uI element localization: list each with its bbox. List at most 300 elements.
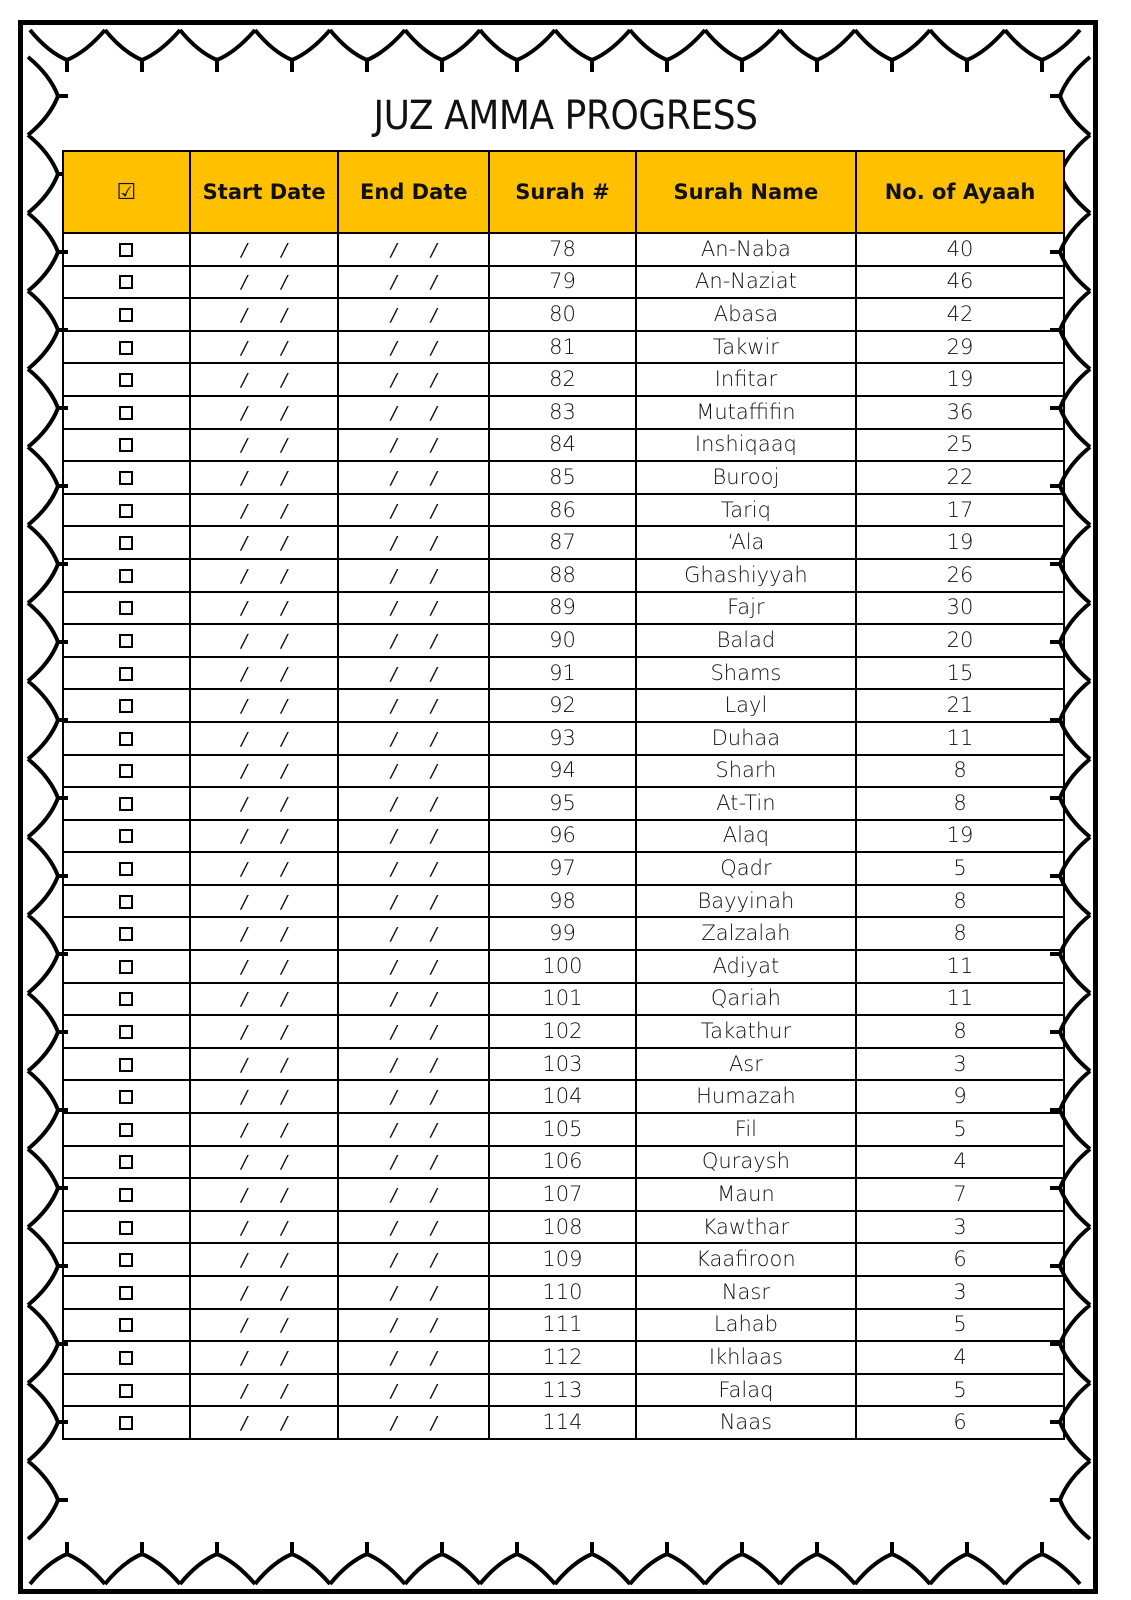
checkbox-unchecked-icon[interactable]: [119, 1123, 133, 1137]
start-date-field[interactable]: / /: [190, 592, 339, 625]
surah-number: 85: [489, 461, 636, 494]
surah-name: Burooj: [636, 461, 856, 494]
checkbox-unchecked-icon[interactable]: [119, 732, 133, 746]
ayaah-count: 40: [856, 233, 1064, 266]
start-date-field[interactable]: / /: [190, 1374, 339, 1407]
checkbox-unchecked-icon[interactable]: [119, 1025, 133, 1039]
table-row: [63, 494, 1064, 527]
surah-number: 110: [489, 1276, 636, 1309]
start-date-field[interactable]: / /: [190, 1211, 339, 1244]
surah-number: 114: [489, 1406, 636, 1439]
ayaah-count: 8: [856, 755, 1064, 788]
surah-number: 90: [489, 624, 636, 657]
checkbox-unchecked-icon[interactable]: [119, 601, 133, 615]
surah-number: 91: [489, 657, 636, 690]
ayaah-count: 5: [856, 852, 1064, 885]
start-date-field[interactable]: / /: [190, 755, 339, 788]
start-date-field[interactable]: / /: [190, 1015, 339, 1048]
ayaah-count: 7: [856, 1178, 1064, 1211]
header-surah-number: Surah #: [489, 151, 636, 233]
table-row: [63, 298, 1064, 331]
end-date-field[interactable]: / /: [338, 494, 489, 527]
surah-name: Bayyinah: [636, 885, 856, 918]
checkbox-unchecked-icon[interactable]: [119, 1188, 133, 1202]
header-start-date: Start Date: [190, 151, 339, 233]
start-date-field[interactable]: / /: [190, 266, 339, 299]
done-checkbox[interactable]: [63, 266, 190, 299]
table-row: [63, 1048, 1064, 1081]
surah-name: Ikhlaas: [636, 1341, 856, 1374]
done-checkbox[interactable]: [63, 298, 190, 331]
surah-number: 108: [489, 1211, 636, 1244]
start-date-field[interactable]: / /: [190, 526, 339, 559]
checkbox-unchecked-icon[interactable]: [119, 927, 133, 941]
end-date-field[interactable]: / /: [338, 624, 489, 657]
start-date-field[interactable]: / /: [190, 787, 339, 820]
checkbox-unchecked-icon[interactable]: [119, 960, 133, 974]
end-date-field[interactable]: / /: [338, 885, 489, 918]
ayaah-count: 3: [856, 1048, 1064, 1081]
table-row: [63, 1211, 1064, 1244]
start-date-field[interactable]: / /: [190, 820, 339, 853]
table-row: [63, 1406, 1064, 1439]
start-date-field[interactable]: / /: [190, 429, 339, 462]
start-date-field[interactable]: / /: [190, 1309, 339, 1342]
table-row: [63, 852, 1064, 885]
surah-name: Falaq: [636, 1374, 856, 1407]
ayaah-count: 17: [856, 494, 1064, 527]
end-date-field[interactable]: / /: [338, 1211, 489, 1244]
ayaah-count: 4: [856, 1146, 1064, 1179]
checkbox-unchecked-icon[interactable]: [119, 1318, 133, 1332]
end-date-field[interactable]: / /: [338, 1243, 489, 1276]
done-checkbox[interactable]: [63, 917, 190, 950]
end-date-field[interactable]: / /: [338, 1015, 489, 1048]
end-date-field[interactable]: / /: [338, 1178, 489, 1211]
end-date-field[interactable]: / /: [338, 820, 489, 853]
checkbox-unchecked-icon[interactable]: [119, 862, 133, 876]
done-checkbox[interactable]: [63, 852, 190, 885]
table-row: [63, 722, 1064, 755]
checkbox-unchecked-icon[interactable]: [119, 275, 133, 289]
checkbox-unchecked-icon[interactable]: [119, 1286, 133, 1300]
end-date-field[interactable]: / /: [338, 1080, 489, 1113]
start-date-field[interactable]: / /: [190, 885, 339, 918]
surah-number: 104: [489, 1080, 636, 1113]
table-row: [63, 592, 1064, 625]
end-date-field[interactable]: / /: [338, 917, 489, 950]
table-row: [63, 950, 1064, 983]
ayaah-count: 11: [856, 950, 1064, 983]
checkbox-unchecked-icon[interactable]: [119, 1416, 133, 1430]
end-date-field[interactable]: / /: [338, 950, 489, 983]
done-checkbox[interactable]: [63, 1113, 190, 1146]
header-surah-name: Surah Name: [636, 151, 856, 233]
checkbox-unchecked-icon[interactable]: [119, 471, 133, 485]
done-checkbox[interactable]: [63, 1406, 190, 1439]
table-row: [63, 233, 1064, 266]
surah-name: Abasa: [636, 298, 856, 331]
surah-name: Fajr: [636, 592, 856, 625]
end-date-field[interactable]: / /: [338, 1341, 489, 1374]
checkbox-unchecked-icon[interactable]: [119, 1384, 133, 1398]
end-date-field[interactable]: / /: [338, 1146, 489, 1179]
table-row: [63, 689, 1064, 722]
ayaah-count: 5: [856, 1309, 1064, 1342]
ayaah-count: 8: [856, 787, 1064, 820]
checkbox-unchecked-icon[interactable]: [119, 373, 133, 387]
table-row: [63, 1080, 1064, 1113]
end-date-field[interactable]: / /: [338, 461, 489, 494]
checkbox-unchecked-icon[interactable]: [119, 634, 133, 648]
done-checkbox[interactable]: [63, 429, 190, 462]
end-date-field[interactable]: / /: [338, 331, 489, 364]
surah-name: Kawthar: [636, 1211, 856, 1244]
done-checkbox[interactable]: [63, 657, 190, 690]
done-checkbox[interactable]: [63, 755, 190, 788]
ayaah-count: 36: [856, 396, 1064, 429]
checkbox-unchecked-icon[interactable]: [119, 1090, 133, 1104]
surah-name: Nasr: [636, 1276, 856, 1309]
surah-number: 82: [489, 363, 636, 396]
surah-name: Qadr: [636, 852, 856, 885]
checkbox-unchecked-icon[interactable]: [119, 829, 133, 843]
checkbox-unchecked-icon[interactable]: [119, 1221, 133, 1235]
surah-number: 87: [489, 526, 636, 559]
done-checkbox[interactable]: [63, 1080, 190, 1113]
checkbox-unchecked-icon[interactable]: [119, 1155, 133, 1169]
ayaah-count: 6: [856, 1243, 1064, 1276]
done-checkbox[interactable]: [63, 233, 190, 266]
start-date-field[interactable]: / /: [190, 298, 339, 331]
checkbox-unchecked-icon[interactable]: [119, 797, 133, 811]
end-date-field[interactable]: / /: [338, 1309, 489, 1342]
ayaah-count: 8: [856, 917, 1064, 950]
start-date-field[interactable]: / /: [190, 657, 339, 690]
surah-number: 103: [489, 1048, 636, 1081]
surah-name: Shams: [636, 657, 856, 690]
checkbox-unchecked-icon[interactable]: [119, 536, 133, 550]
ayaah-count: 3: [856, 1276, 1064, 1309]
checkbox-unchecked-icon[interactable]: [119, 764, 133, 778]
start-date-field[interactable]: / /: [190, 1113, 339, 1146]
end-date-field[interactable]: / /: [338, 266, 489, 299]
surah-number: 96: [489, 820, 636, 853]
surah-number: 95: [489, 787, 636, 820]
surah-name: At-Tin: [636, 787, 856, 820]
start-date-field[interactable]: / /: [190, 494, 339, 527]
table-row: [63, 885, 1064, 918]
surah-number: 80: [489, 298, 636, 331]
surah-number: 106: [489, 1146, 636, 1179]
table-row: [63, 1146, 1064, 1179]
ayaah-count: 6: [856, 1406, 1064, 1439]
surah-name: An-Naba: [636, 233, 856, 266]
start-date-field[interactable]: / /: [190, 396, 339, 429]
surah-number: 109: [489, 1243, 636, 1276]
ayaah-count: 26: [856, 559, 1064, 592]
ayaah-count: 19: [856, 820, 1064, 853]
surah-number: 78: [489, 233, 636, 266]
ayaah-count: 15: [856, 657, 1064, 690]
start-date-field[interactable]: / /: [190, 1080, 339, 1113]
header-ayaah-count: No. of Ayaah: [856, 151, 1064, 233]
done-checkbox[interactable]: [63, 1211, 190, 1244]
surah-number: 81: [489, 331, 636, 364]
done-checkbox[interactable]: [63, 559, 190, 592]
table-row: [63, 266, 1064, 299]
surah-number: 88: [489, 559, 636, 592]
ayaah-count: 42: [856, 298, 1064, 331]
surah-number: 92: [489, 689, 636, 722]
table-row: [63, 624, 1064, 657]
table-row: [63, 917, 1064, 950]
surah-name: Layl: [636, 689, 856, 722]
start-date-field[interactable]: / /: [190, 461, 339, 494]
surah-name: Sharh: [636, 755, 856, 788]
ayaah-count: 19: [856, 363, 1064, 396]
checkbox-unchecked-icon[interactable]: [119, 243, 133, 257]
end-date-field[interactable]: / /: [338, 559, 489, 592]
surah-name: Zalzalah: [636, 917, 856, 950]
surah-number: 84: [489, 429, 636, 462]
surah-name: Maun: [636, 1178, 856, 1211]
surah-number: 97: [489, 852, 636, 885]
ayaah-count: 5: [856, 1374, 1064, 1407]
done-checkbox[interactable]: [63, 592, 190, 625]
surah-number: 83: [489, 396, 636, 429]
surah-name: Ghashiyyah: [636, 559, 856, 592]
end-date-field[interactable]: / /: [338, 429, 489, 462]
start-date-field[interactable]: / /: [190, 1276, 339, 1309]
table-row: [63, 1276, 1064, 1309]
surah-name: Adiyat: [636, 950, 856, 983]
table-body: [63, 233, 1064, 1439]
done-checkbox[interactable]: [63, 526, 190, 559]
surah-name: Inshiqaaq: [636, 429, 856, 462]
surah-name: Qariah: [636, 983, 856, 1016]
table-row: [63, 461, 1064, 494]
end-date-field[interactable]: / /: [338, 1048, 489, 1081]
start-date-field[interactable]: / /: [190, 722, 339, 755]
ayaah-count: 20: [856, 624, 1064, 657]
done-checkbox[interactable]: [63, 331, 190, 364]
start-date-field[interactable]: / /: [190, 983, 339, 1016]
table-header-row: [63, 151, 1064, 233]
end-date-field[interactable]: / /: [338, 983, 489, 1016]
ayaah-count: 8: [856, 1015, 1064, 1048]
ayaah-count: 21: [856, 689, 1064, 722]
end-date-field[interactable]: / /: [338, 1276, 489, 1309]
done-checkbox[interactable]: [63, 1341, 190, 1374]
end-date-field[interactable]: / /: [338, 657, 489, 690]
done-checkbox[interactable]: [63, 1276, 190, 1309]
table-row: [63, 1015, 1064, 1048]
start-date-field[interactable]: / /: [190, 624, 339, 657]
surah-number: 86: [489, 494, 636, 527]
checkbox-unchecked-icon[interactable]: [119, 992, 133, 1006]
ayaah-count: 4: [856, 1341, 1064, 1374]
end-date-field[interactable]: / /: [338, 1374, 489, 1407]
start-date-field[interactable]: / /: [190, 1341, 339, 1374]
table-row: [63, 657, 1064, 690]
end-date-field[interactable]: / /: [338, 787, 489, 820]
checkbox-unchecked-icon[interactable]: [119, 438, 133, 452]
surah-name: An-Naziat: [636, 266, 856, 299]
surah-name: Kaafiroon: [636, 1243, 856, 1276]
progress-table: [62, 150, 1065, 1440]
checkbox-checked-icon: ☑: [116, 179, 137, 205]
done-checkbox[interactable]: [63, 1048, 190, 1081]
table-row: [63, 396, 1064, 429]
surah-number: 99: [489, 917, 636, 950]
ayaah-count: 25: [856, 429, 1064, 462]
surah-name: Naas: [636, 1406, 856, 1439]
checkbox-unchecked-icon[interactable]: [119, 308, 133, 322]
surah-number: 79: [489, 266, 636, 299]
table-row: [63, 1374, 1064, 1407]
table-row: [63, 363, 1064, 396]
done-checkbox[interactable]: [63, 461, 190, 494]
start-date-field[interactable]: / /: [190, 917, 339, 950]
start-date-field[interactable]: / /: [190, 852, 339, 885]
end-date-field[interactable]: / /: [338, 363, 489, 396]
end-date-field[interactable]: / /: [338, 722, 489, 755]
done-checkbox[interactable]: [63, 950, 190, 983]
table-row: [63, 1243, 1064, 1276]
done-checkbox[interactable]: [63, 494, 190, 527]
start-date-field[interactable]: / /: [190, 1048, 339, 1081]
ayaah-count: 9: [856, 1080, 1064, 1113]
ayaah-count: 22: [856, 461, 1064, 494]
end-date-field[interactable]: / /: [338, 1113, 489, 1146]
surah-name: Asr: [636, 1048, 856, 1081]
surah-name: Alaq: [636, 820, 856, 853]
ayaah-count: 30: [856, 592, 1064, 625]
table-row: [63, 787, 1064, 820]
surah-number: 89: [489, 592, 636, 625]
done-checkbox[interactable]: [63, 885, 190, 918]
surah-number: 93: [489, 722, 636, 755]
end-date-field[interactable]: / /: [338, 233, 489, 266]
done-checkbox[interactable]: [63, 624, 190, 657]
done-checkbox[interactable]: [63, 722, 190, 755]
surah-number: 98: [489, 885, 636, 918]
surah-name: Duhaa: [636, 722, 856, 755]
done-checkbox[interactable]: [63, 787, 190, 820]
end-date-field[interactable]: / /: [338, 526, 489, 559]
surah-name: Quraysh: [636, 1146, 856, 1179]
done-checkbox[interactable]: [63, 1146, 190, 1179]
start-date-field[interactable]: / /: [190, 1406, 339, 1439]
start-date-field[interactable]: / /: [190, 1146, 339, 1179]
table-row: [63, 559, 1064, 592]
surah-number: 105: [489, 1113, 636, 1146]
surah-name: Takwir: [636, 331, 856, 364]
start-date-field[interactable]: / /: [190, 233, 339, 266]
checkbox-unchecked-icon[interactable]: [119, 406, 133, 420]
page-title: JUZ AMMA PROGRESS: [373, 93, 758, 139]
table-row: [63, 983, 1064, 1016]
start-date-field[interactable]: / /: [190, 331, 339, 364]
header-end-date: End Date: [338, 151, 489, 233]
table-row: [63, 331, 1064, 364]
start-date-field[interactable]: / /: [190, 559, 339, 592]
surah-number: 112: [489, 1341, 636, 1374]
done-checkbox[interactable]: [63, 1374, 190, 1407]
done-checkbox[interactable]: [63, 1178, 190, 1211]
checkbox-unchecked-icon[interactable]: [119, 341, 133, 355]
start-date-field[interactable]: / /: [190, 363, 339, 396]
end-date-field[interactable]: / /: [338, 689, 489, 722]
end-date-field[interactable]: / /: [338, 298, 489, 331]
start-date-field[interactable]: / /: [190, 1243, 339, 1276]
start-date-field[interactable]: / /: [190, 689, 339, 722]
ayaah-count: 29: [856, 331, 1064, 364]
surah-name: Lahab: [636, 1309, 856, 1342]
checkbox-unchecked-icon[interactable]: [119, 667, 133, 681]
end-date-field[interactable]: / /: [338, 755, 489, 788]
surah-number: 100: [489, 950, 636, 983]
end-date-field[interactable]: / /: [338, 592, 489, 625]
done-checkbox[interactable]: [63, 363, 190, 396]
table-row: [63, 1178, 1064, 1211]
table-row: [63, 526, 1064, 559]
table-row: [63, 1309, 1064, 1342]
table-row: [63, 820, 1064, 853]
ayaah-count: 11: [856, 722, 1064, 755]
checkbox-unchecked-icon[interactable]: [119, 504, 133, 518]
surah-name: ‘Ala: [636, 526, 856, 559]
surah-number: 107: [489, 1178, 636, 1211]
surah-number: 113: [489, 1374, 636, 1407]
end-date-field[interactable]: / /: [338, 1406, 489, 1439]
done-checkbox[interactable]: [63, 396, 190, 429]
start-date-field[interactable]: / /: [190, 950, 339, 983]
ayaah-count: 3: [856, 1211, 1064, 1244]
table-row: [63, 1341, 1064, 1374]
surah-number: 111: [489, 1309, 636, 1342]
surah-number: 94: [489, 755, 636, 788]
end-date-field[interactable]: / /: [338, 852, 489, 885]
start-date-field[interactable]: / /: [190, 1178, 339, 1211]
ayaah-count: 19: [856, 526, 1064, 559]
end-date-field[interactable]: / /: [338, 396, 489, 429]
surah-name: Balad: [636, 624, 856, 657]
done-checkbox[interactable]: [63, 689, 190, 722]
checkbox-unchecked-icon[interactable]: [119, 1058, 133, 1072]
done-checkbox[interactable]: [63, 1309, 190, 1342]
surah-number: 101: [489, 983, 636, 1016]
ayaah-count: 8: [856, 885, 1064, 918]
checkbox-unchecked-icon[interactable]: [119, 699, 133, 713]
ayaah-count: 5: [856, 1113, 1064, 1146]
done-checkbox[interactable]: [63, 1243, 190, 1276]
checkbox-unchecked-icon[interactable]: [119, 1351, 133, 1365]
surah-name: Humazah: [636, 1080, 856, 1113]
checkbox-unchecked-icon[interactable]: [119, 1253, 133, 1267]
surah-name: Tariq: [636, 494, 856, 527]
ayaah-count: 46: [856, 266, 1064, 299]
surah-number: 102: [489, 1015, 636, 1048]
ayaah-count: 11: [856, 983, 1064, 1016]
done-checkbox[interactable]: [63, 820, 190, 853]
header-check: [63, 151, 190, 233]
done-checkbox[interactable]: [63, 983, 190, 1016]
checkbox-unchecked-icon[interactable]: [119, 895, 133, 909]
done-checkbox[interactable]: [63, 1015, 190, 1048]
checkbox-unchecked-icon[interactable]: [119, 569, 133, 583]
